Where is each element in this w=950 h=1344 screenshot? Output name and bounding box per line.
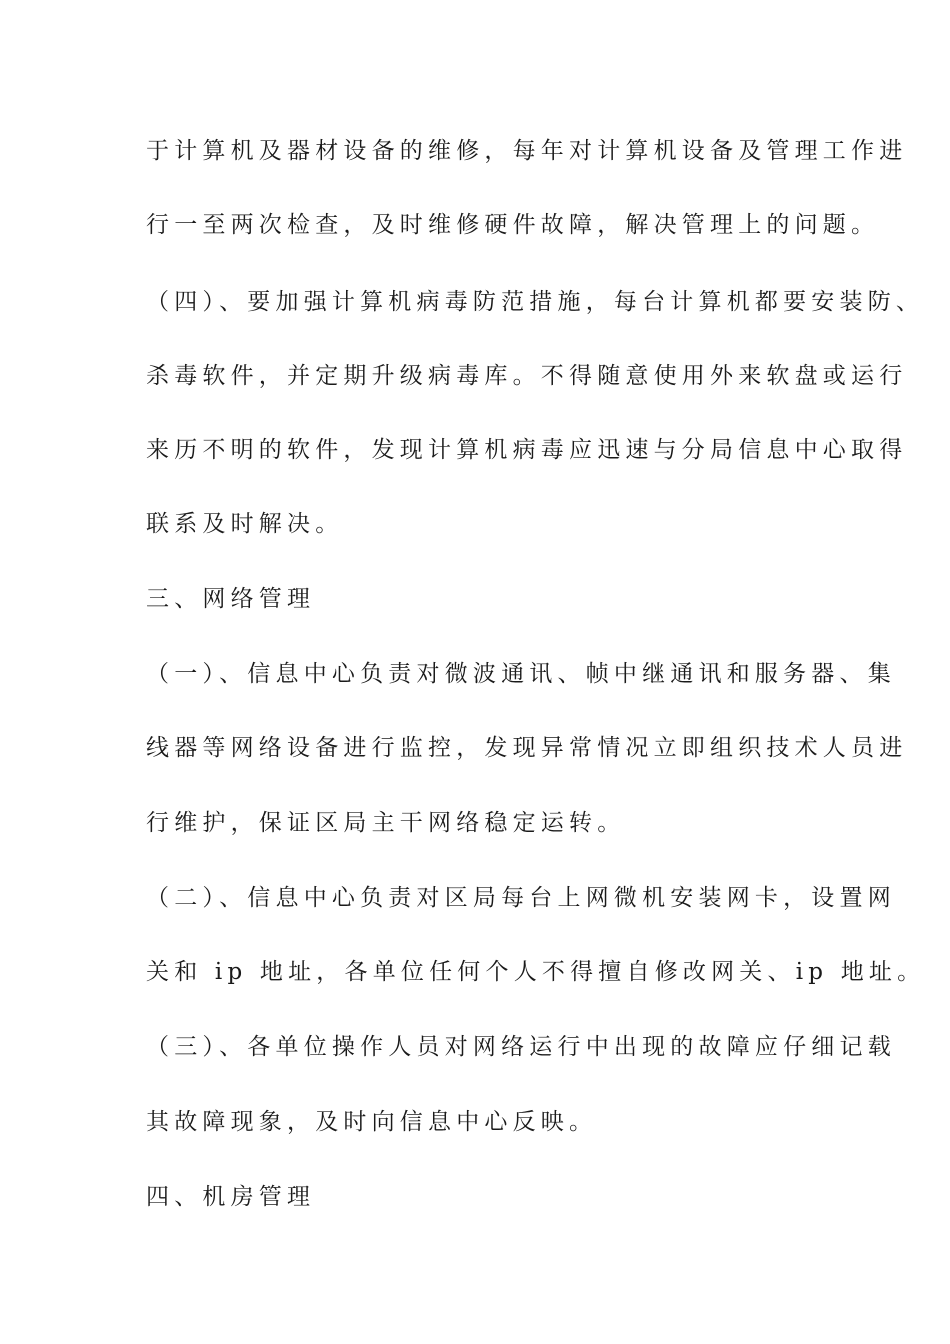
paragraph-line: 杀毒软件，并定期升级病毒库。不得随意使用外来软盘或运行 (146, 363, 908, 389)
paragraph-line: 行维护，保证区局主干网络稳定运转。 (146, 810, 626, 836)
section-heading: 四、机房管理 (146, 1184, 316, 1210)
paragraph-line: （二）、信息中心负责对区局每台上网微机安装网卡，设置网 (146, 885, 896, 911)
paragraph-line: 联系及时解决。 (146, 511, 344, 537)
paragraph-line: 行一至两次检查，及时维修硬件故障，解决管理上的问题。 (146, 212, 880, 238)
paragraph-line: （一）、信息中心负责对微波通讯、帧中继通讯和服务器、集 (146, 661, 896, 687)
paragraph-line: （三）、各单位操作人员对网络运行中出现的故障应仔细记载 (146, 1034, 896, 1060)
paragraph-line: 关和 ip 地址，各单位任何个人不得擅自修改网关、ip 地址。 (146, 959, 926, 985)
paragraph-line: 线器等网络设备进行监控，发现异常情况立即组织技术人员进 (146, 735, 908, 761)
section-heading: 三、网络管理 (146, 586, 316, 612)
paragraph-line: 于计算机及器材设备的维修，每年对计算机设备及管理工作进 (146, 138, 908, 164)
paragraph-line: 其故障现象，及时向信息中心反映。 (146, 1109, 598, 1135)
paragraph-line: （四）、要加强计算机病毒防范措施，每台计算机都要安装防、 (146, 289, 925, 315)
paragraph-line: 来历不明的软件，发现计算机病毒应迅速与分局信息中心取得 (146, 437, 908, 463)
